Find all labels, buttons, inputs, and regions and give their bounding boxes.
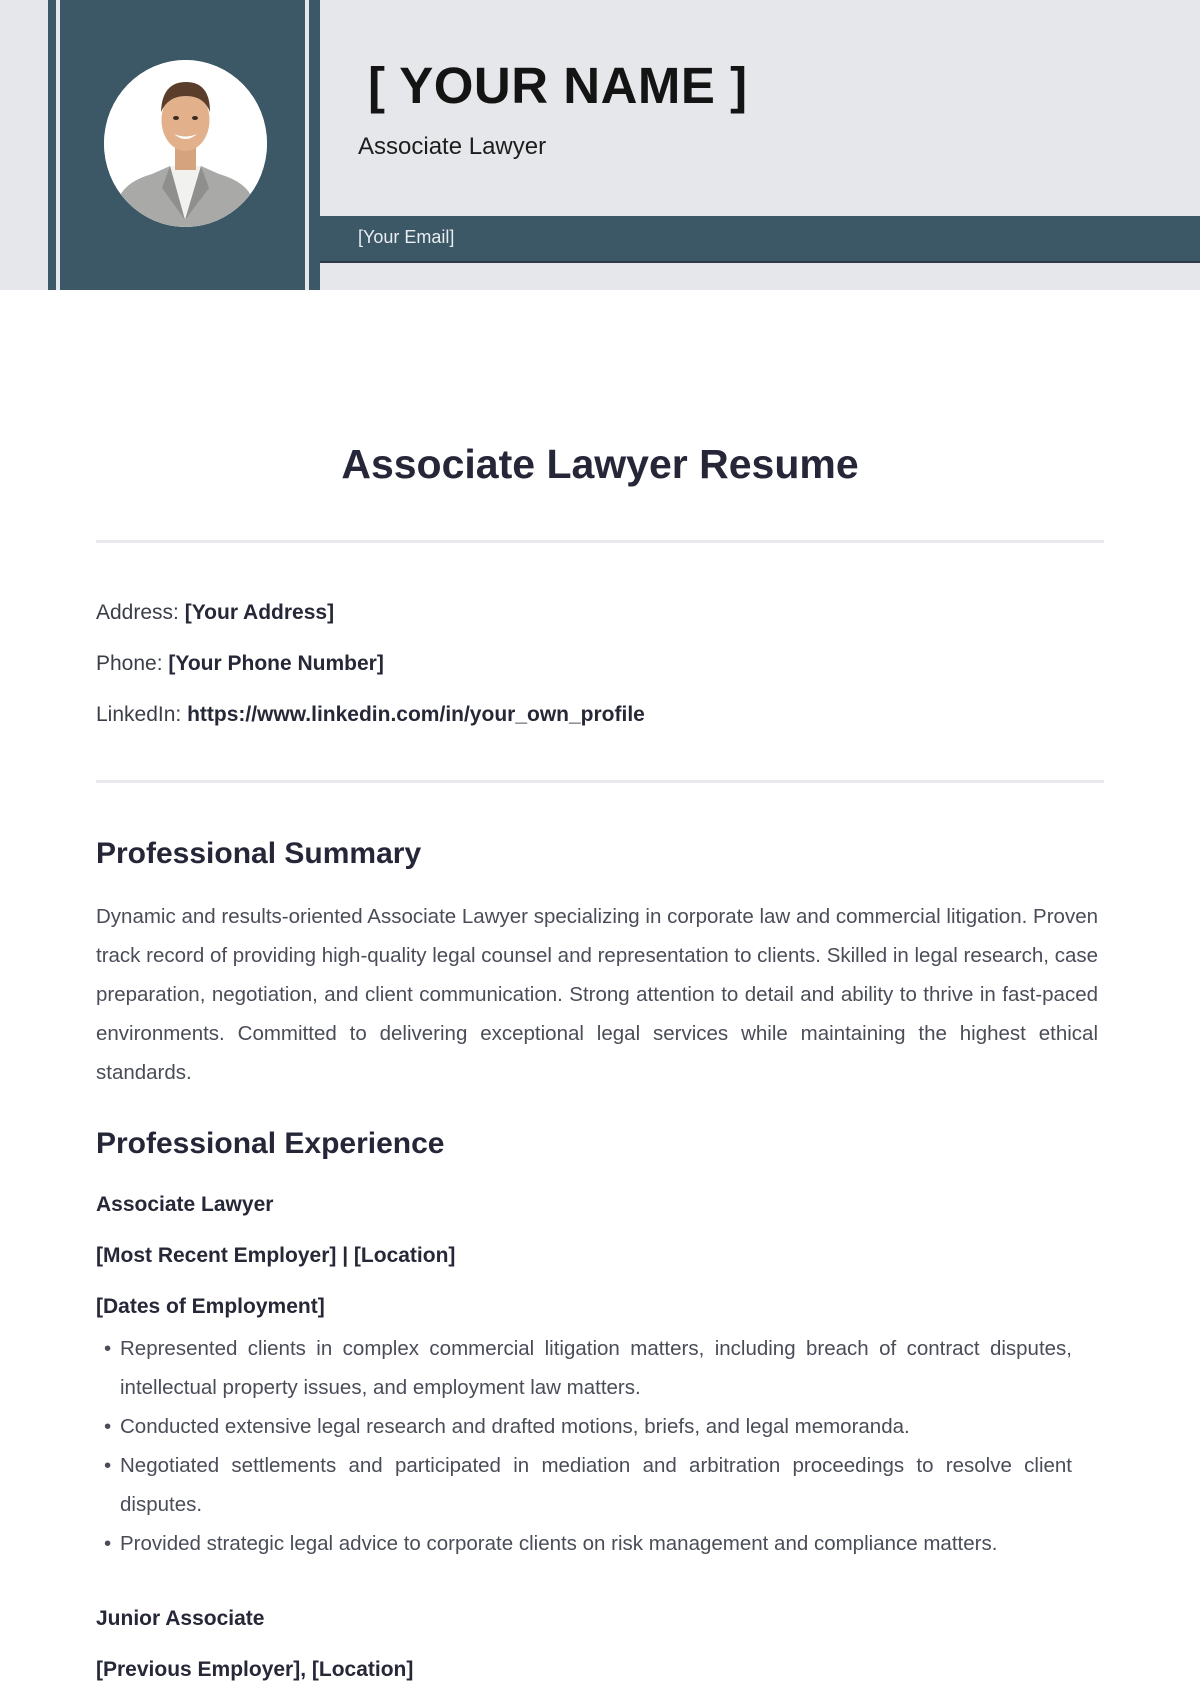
phone-label: Phone:: [96, 652, 169, 675]
phone-value: [Your Phone Number]: [168, 652, 384, 675]
list-item: • Provided strategic legal advice to corporate clients on risk management and compliance matters.: [104, 1524, 1072, 1563]
candidate-name: [ YOUR NAME ]: [368, 57, 748, 114]
header-divider-line: [56, 0, 60, 290]
job-employer-location: [Most Recent Employer] | [Location]: [96, 1244, 456, 1267]
job-employer-location: [Previous Employer], [Location]: [96, 1658, 414, 1681]
address-label: Address:: [96, 601, 185, 624]
linkedin-label: LinkedIn:: [96, 703, 188, 726]
list-item: • Represented clients in complex commercial litigation matters, including breach of contract disputes, intellectual property issues, and employment law matters.: [104, 1329, 1072, 1407]
resume-header: [0, 0, 1200, 290]
divider: [96, 780, 1104, 783]
divider: [96, 540, 1104, 543]
contact-phone: [96, 652, 384, 676]
job-dates: [Dates of Employment]: [96, 1295, 325, 1318]
summary-heading: Professional Summary: [96, 837, 422, 870]
list-item: • Negotiated settlements and participated in mediation and arbitration proceedings to resolve client disputes.: [104, 1446, 1072, 1524]
candidate-role: Associate Lawyer: [358, 133, 547, 160]
job-title: Associate Lawyer: [96, 1193, 274, 1216]
experience-heading: Professional Experience: [96, 1127, 445, 1160]
email-text: [Your Email]: [358, 227, 455, 247]
contact-linkedin: [96, 703, 645, 727]
job-responsibilities: [104, 1329, 1072, 1563]
profile-photo: [104, 60, 267, 227]
linkedin-link[interactable]: https://www.linkedin.com/in/your_own_profile: [187, 703, 645, 726]
job-title: Junior Associate: [96, 1607, 265, 1630]
header-divider-line: [305, 0, 309, 290]
avatar: [104, 60, 267, 227]
address-value: [Your Address]: [184, 601, 335, 624]
summary-text: Dynamic and results-oriented Associate Lawyer specializing in corporate law and commercial litigation. Proven track record of providing high-quality legal counsel and representation to clients. Skilled in legal research, case preparation, negotiation, and client communication. Strong attention to detail and ability to thrive in fast-paced environments. Committed to delivering exceptional legal services while maintaining the highest ethical standards.: [96, 905, 1098, 1084]
document-title: Associate Lawyer Resume: [341, 441, 859, 487]
contact-address: [96, 601, 334, 625]
list-item: • Conducted extensive legal research and drafted motions, briefs, and legal memoranda.: [104, 1407, 1072, 1446]
email-bar: [320, 216, 1200, 263]
